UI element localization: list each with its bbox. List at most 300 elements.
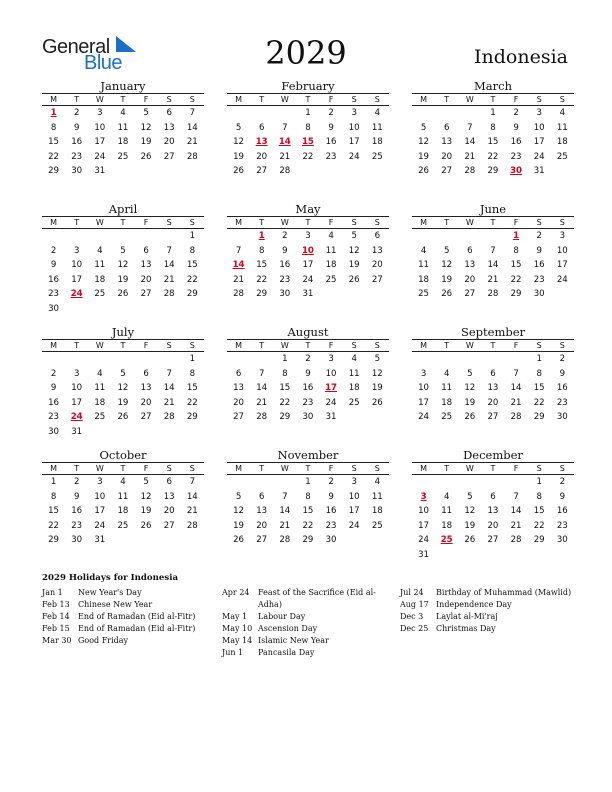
week-row: [412, 533, 574, 548]
day-cell: 23: [71, 151, 83, 162]
week-row: [227, 121, 389, 136]
day-cell: 9: [50, 383, 57, 393]
day-cell: 4: [97, 245, 103, 256]
day-cell: 29: [279, 412, 291, 422]
holiday-date: May 1: [222, 612, 248, 621]
day-cell: 18: [441, 397, 453, 408]
day-cell: 26: [233, 535, 245, 545]
day-cell: 13: [487, 383, 499, 393]
day-cell: 10: [348, 122, 360, 133]
week-row: [42, 425, 204, 440]
day-cell: 7: [282, 122, 288, 133]
holiday-entry: [222, 635, 380, 647]
day-cell: 23: [510, 151, 522, 162]
empty-day-cell: [481, 475, 504, 490]
weekday-label: F: [328, 341, 334, 350]
weekday-label: T: [490, 95, 496, 104]
holiday-entry: [42, 587, 212, 599]
weekday-label: F: [143, 95, 149, 104]
day-cell: 2: [73, 477, 80, 487]
day-cell: 18: [348, 383, 360, 393]
day-cell: 5: [120, 368, 126, 379]
day-cell: 2: [513, 108, 519, 118]
week-row: [227, 164, 389, 179]
week-row: [227, 229, 389, 244]
day-cell: 7: [467, 122, 473, 133]
week-row: [42, 410, 204, 425]
day-cell: 22: [302, 520, 314, 531]
day-cell: 28: [163, 289, 175, 299]
empty-day-cell: [366, 410, 389, 425]
weekday-label: S: [374, 464, 380, 473]
empty-day-cell: [458, 106, 481, 121]
holiday-name: Feast of the Sacrifice (Eid al-Adha): [258, 588, 376, 609]
weekday-label: S: [559, 95, 565, 104]
day-cell: 23: [533, 274, 545, 285]
day-cell: 12: [140, 491, 152, 502]
day-cell: 28: [163, 412, 175, 422]
empty-day-cell: [88, 425, 111, 440]
day-cell: 3: [559, 231, 566, 241]
holiday-entry: [42, 599, 212, 611]
day-cell: 4: [374, 108, 381, 118]
day-cell: 13: [163, 122, 175, 133]
holiday-name: New Year's Day: [78, 588, 142, 597]
day-cell: 1: [282, 354, 288, 364]
empty-day-cell: [158, 533, 181, 548]
week-row: [42, 287, 204, 302]
holiday-entry: [400, 599, 582, 611]
empty-day-cell: [135, 302, 158, 317]
week-row: [42, 396, 204, 411]
day-cell: 2: [50, 368, 57, 379]
holiday-entry: [42, 623, 212, 635]
day-cell: 12: [441, 260, 453, 270]
day-cell: 5: [443, 245, 450, 256]
day-cell: 11: [117, 491, 129, 502]
week-row: [412, 352, 574, 367]
day-cell: 9: [73, 491, 80, 502]
day-cell: 13: [371, 245, 383, 256]
holiday-entry: [222, 587, 380, 611]
weekday-label: M: [50, 464, 58, 473]
holiday-name: Ascension Day: [258, 624, 318, 633]
week-row: [412, 258, 574, 273]
weekday-label: T: [490, 464, 496, 473]
weekday-label: S: [374, 218, 380, 227]
weekday-label: W: [95, 95, 104, 104]
weekday-label: M: [420, 341, 428, 350]
week-row: [227, 273, 389, 288]
day-cell: 26: [348, 274, 360, 285]
day-cell: 13: [233, 383, 245, 393]
day-cell: 28: [233, 289, 245, 299]
holiday-column: [42, 587, 212, 647]
day-cell: 28: [510, 412, 522, 422]
day-cell: 28: [510, 535, 522, 545]
weekday-label: M: [235, 95, 243, 104]
holiday-list-title: 2029 Holidays for Indonesia: [42, 573, 179, 583]
empty-day-cell: [158, 425, 181, 440]
weekday-header: [227, 462, 389, 475]
day-cell: 10: [418, 383, 430, 393]
week-row: [42, 244, 204, 259]
day-cell: 16: [325, 506, 337, 516]
day-cell: 23: [556, 520, 568, 531]
day-cell: 24: [533, 151, 545, 162]
week-row: [227, 475, 389, 490]
day-cell: 7: [166, 368, 172, 379]
day-cell: 4: [97, 368, 103, 379]
empty-day-cell: [111, 229, 134, 244]
day-cell: 31: [418, 549, 430, 560]
weekday-label: S: [559, 218, 565, 227]
week-row: [42, 135, 204, 150]
day-cell: 22: [186, 274, 198, 285]
weekday-header: [42, 93, 204, 106]
day-cell: 15: [256, 260, 268, 270]
day-cell: 28: [186, 151, 198, 162]
day-cell: 30: [48, 426, 60, 437]
weekday-label: S: [166, 341, 172, 350]
day-cell: 9: [559, 491, 566, 502]
empty-day-cell: [65, 352, 88, 367]
empty-day-cell: [435, 475, 458, 490]
day-cell: 30: [48, 303, 60, 314]
week-row: [227, 244, 389, 259]
empty-day-cell: [412, 352, 435, 367]
day-cell: 27: [163, 520, 175, 531]
day-cell: 5: [351, 231, 357, 241]
day-cell: 23: [302, 397, 314, 408]
day-cell: 19: [117, 274, 129, 285]
holiday-date: May 10: [222, 624, 253, 633]
week-row: [227, 258, 389, 273]
week-row: [412, 273, 574, 288]
week-row: [42, 273, 204, 288]
weekday-label: S: [351, 218, 357, 227]
week-row: [227, 396, 389, 411]
day-cell: 11: [418, 260, 430, 270]
weekday-label: T: [444, 464, 450, 473]
day-cell: 14: [464, 137, 476, 147]
weekday-label: M: [420, 464, 428, 473]
holiday-date: Mar 30: [42, 636, 72, 645]
day-cell: 10: [348, 491, 360, 502]
empty-day-cell: [111, 352, 134, 367]
weekday-label: S: [189, 341, 195, 350]
weekday-label: T: [305, 218, 311, 227]
holiday-name: Laylat al-Mi'raj: [436, 612, 498, 621]
holiday-name: Chinese New Year: [78, 600, 153, 609]
day-cell: 21: [233, 274, 245, 285]
day-cell: 11: [441, 506, 453, 516]
holiday-name: Christmas Day: [436, 624, 496, 633]
week-row: [42, 106, 204, 121]
day-cell: 28: [279, 166, 291, 176]
empty-day-cell: [111, 533, 134, 548]
day-cell: 17: [71, 397, 83, 408]
week-row: [227, 490, 389, 505]
country-name: Indonesia: [474, 46, 568, 68]
day-cell: 26: [418, 166, 430, 176]
holiday-name: Pancasila Day: [258, 648, 315, 657]
day-cell: 2: [282, 231, 288, 241]
weekday-label: S: [536, 95, 542, 104]
weekday-label: T: [444, 218, 450, 227]
day-cell: 4: [328, 231, 334, 241]
day-cell: 4: [420, 245, 427, 256]
weekday-label: S: [166, 218, 172, 227]
day-cell: 4: [351, 354, 357, 364]
day-cell: 23: [48, 289, 60, 299]
day-cell: 16: [48, 397, 60, 408]
day-cell: 26: [233, 166, 245, 176]
holiday-entry: [222, 647, 380, 659]
day-cell: 20: [256, 520, 268, 531]
day-cell: 20: [371, 260, 383, 270]
holiday-date: May 14: [222, 636, 253, 645]
empty-day-cell: [505, 352, 528, 367]
day-cell: 21: [279, 520, 291, 531]
empty-day-cell: [88, 302, 111, 317]
day-cell: 8: [513, 245, 519, 256]
day-cell: 11: [94, 383, 106, 393]
holiday-list: [42, 573, 582, 657]
weekday-label: T: [259, 341, 265, 350]
holiday-name: Good Friday: [78, 636, 129, 645]
day-cell: 27: [163, 151, 175, 162]
day-cell: 4: [120, 477, 126, 487]
day-cell: 8: [282, 368, 288, 379]
month-name: September: [460, 325, 526, 339]
empty-day-cell: [250, 106, 273, 121]
day-cell: 8: [305, 491, 311, 502]
week-row: [42, 490, 204, 505]
day-cell: 19: [441, 274, 453, 285]
day-cell: 12: [233, 137, 245, 147]
day-cell: 23: [71, 520, 83, 531]
day-cell: 1: [305, 108, 311, 118]
day-cell: 25: [371, 520, 383, 531]
week-row: [42, 302, 204, 317]
weekday-label: S: [374, 341, 380, 350]
empty-day-cell: [181, 302, 204, 317]
day-cell: 3: [351, 477, 357, 487]
day-cell: 27: [256, 166, 268, 176]
day-cell: 28: [487, 289, 499, 299]
week-row: [42, 533, 204, 548]
holiday-name: Islamic New Year: [258, 636, 329, 645]
day-cell: 22: [256, 274, 268, 285]
day-cell: 27: [464, 289, 476, 299]
week-row: [412, 367, 574, 382]
day-cell: 27: [371, 274, 383, 285]
day-cell: 13: [441, 137, 453, 147]
weekday-label: W: [465, 218, 474, 227]
day-cell: 12: [464, 383, 476, 393]
weekday-label: W: [95, 341, 104, 350]
day-cell: 20: [163, 506, 175, 516]
day-cell: 26: [371, 397, 383, 408]
holiday-entry: [42, 611, 212, 623]
day-cell: 21: [186, 506, 198, 516]
day-cell: 5: [374, 354, 381, 364]
day-cell: 6: [235, 368, 242, 379]
month-december: [412, 448, 574, 562]
empty-day-cell: [135, 352, 158, 367]
day-cell: 26: [117, 412, 129, 422]
day-cell: 6: [143, 368, 149, 379]
day-cell: 14: [279, 506, 291, 516]
weekday-header: [412, 216, 574, 229]
weekday-label: M: [50, 218, 58, 227]
day-cell: 27: [233, 412, 245, 422]
day-cell: 20: [233, 397, 245, 408]
day-cell: 3: [73, 245, 80, 256]
day-cell: 6: [443, 122, 450, 133]
day-cell: 1: [50, 477, 57, 487]
day-cell: 25: [94, 289, 106, 299]
day-cell: 15: [279, 383, 291, 393]
day-cell: 21: [510, 520, 522, 531]
day-cell: 27: [487, 535, 499, 545]
month-name: February: [281, 79, 335, 93]
day-cell: 6: [258, 122, 265, 133]
empty-day-cell: [227, 352, 250, 367]
day-cell: 18: [441, 520, 453, 531]
day-cell: 29: [487, 166, 499, 176]
day-cell: 22: [48, 151, 60, 162]
day-cell: 19: [464, 397, 476, 408]
day-cell: 10: [556, 245, 568, 256]
month-name: March: [474, 79, 512, 93]
weekday-header: [412, 339, 574, 352]
day-cell: 25: [418, 289, 430, 299]
week-row: [227, 367, 389, 382]
weekday-header: [227, 93, 389, 106]
empty-day-cell: [458, 548, 481, 563]
holiday-day-cell: 24: [70, 412, 83, 422]
day-cell: 11: [94, 260, 106, 270]
day-cell: 7: [189, 477, 196, 487]
day-cell: 2: [559, 477, 566, 487]
day-cell: 15: [302, 506, 314, 516]
day-cell: 18: [117, 137, 129, 147]
day-cell: 9: [513, 122, 519, 133]
day-cell: 8: [50, 491, 57, 502]
weekday-label: M: [235, 341, 243, 350]
day-cell: 5: [235, 122, 242, 133]
empty-day-cell: [412, 229, 435, 244]
day-cell: 16: [533, 260, 545, 270]
holiday-entry: [222, 611, 380, 623]
weekday-label: F: [143, 218, 149, 227]
empty-day-cell: [111, 164, 134, 179]
weekday-label: S: [351, 95, 357, 104]
day-cell: 4: [374, 477, 381, 487]
month-name: January: [100, 79, 146, 93]
month-name: December: [463, 448, 523, 462]
empty-day-cell: [273, 475, 296, 490]
empty-day-cell: [458, 352, 481, 367]
day-cell: 13: [256, 506, 268, 516]
weekday-label: S: [166, 95, 172, 104]
day-cell: 5: [467, 491, 473, 502]
weekday-label: T: [74, 218, 80, 227]
month-march: [412, 79, 574, 179]
day-cell: 29: [533, 412, 545, 422]
empty-day-cell: [435, 352, 458, 367]
month-name: July: [111, 325, 135, 339]
day-cell: 26: [441, 289, 453, 299]
day-cell: 9: [73, 122, 80, 133]
day-cell: 26: [140, 520, 152, 531]
day-cell: 12: [140, 122, 152, 133]
day-cell: 26: [464, 412, 476, 422]
weekday-label: T: [444, 341, 450, 350]
day-cell: 15: [487, 137, 499, 147]
empty-day-cell: [551, 548, 574, 563]
day-cell: 8: [189, 245, 196, 256]
day-cell: 31: [533, 166, 545, 176]
week-row: [227, 106, 389, 121]
week-row: [412, 121, 574, 136]
month-may: [227, 202, 389, 302]
weekday-label: T: [305, 341, 311, 350]
week-row: [42, 352, 204, 367]
month-january: [42, 79, 204, 179]
weekday-label: F: [143, 464, 149, 473]
day-cell: 24: [418, 412, 430, 422]
day-cell: 8: [305, 122, 311, 133]
day-cell: 29: [302, 535, 314, 545]
holiday-date: Feb 14: [42, 612, 70, 621]
week-row: [412, 548, 574, 563]
day-cell: 18: [117, 506, 129, 516]
empty-day-cell: [250, 352, 273, 367]
day-cell: 10: [325, 368, 337, 379]
day-cell: 16: [48, 274, 60, 285]
weekday-label: S: [559, 341, 565, 350]
day-cell: 3: [420, 368, 427, 379]
weekday-label: S: [189, 464, 195, 473]
day-cell: 30: [71, 166, 83, 176]
holiday-entry: [222, 623, 380, 635]
weekday-header: [42, 462, 204, 475]
week-row: [42, 229, 204, 244]
holiday-date: Jun 1: [222, 648, 244, 657]
empty-day-cell: [435, 548, 458, 563]
day-cell: 22: [487, 151, 499, 162]
day-cell: 4: [559, 108, 566, 118]
holiday-date: Apr 24: [222, 588, 250, 597]
holiday-date: Dec 3: [400, 612, 424, 621]
empty-day-cell: [250, 475, 273, 490]
day-cell: 20: [441, 151, 453, 162]
empty-day-cell: [435, 106, 458, 121]
weekday-label: S: [536, 341, 542, 350]
weekday-label: T: [120, 464, 126, 473]
day-cell: 17: [348, 137, 360, 147]
day-cell: 11: [348, 368, 360, 379]
holiday-day-cell: 15: [301, 137, 314, 147]
month-april: [42, 202, 204, 316]
holiday-date: Feb 13: [42, 600, 70, 609]
day-cell: 20: [163, 137, 175, 147]
weekday-label: F: [328, 95, 334, 104]
day-cell: 25: [117, 520, 129, 531]
